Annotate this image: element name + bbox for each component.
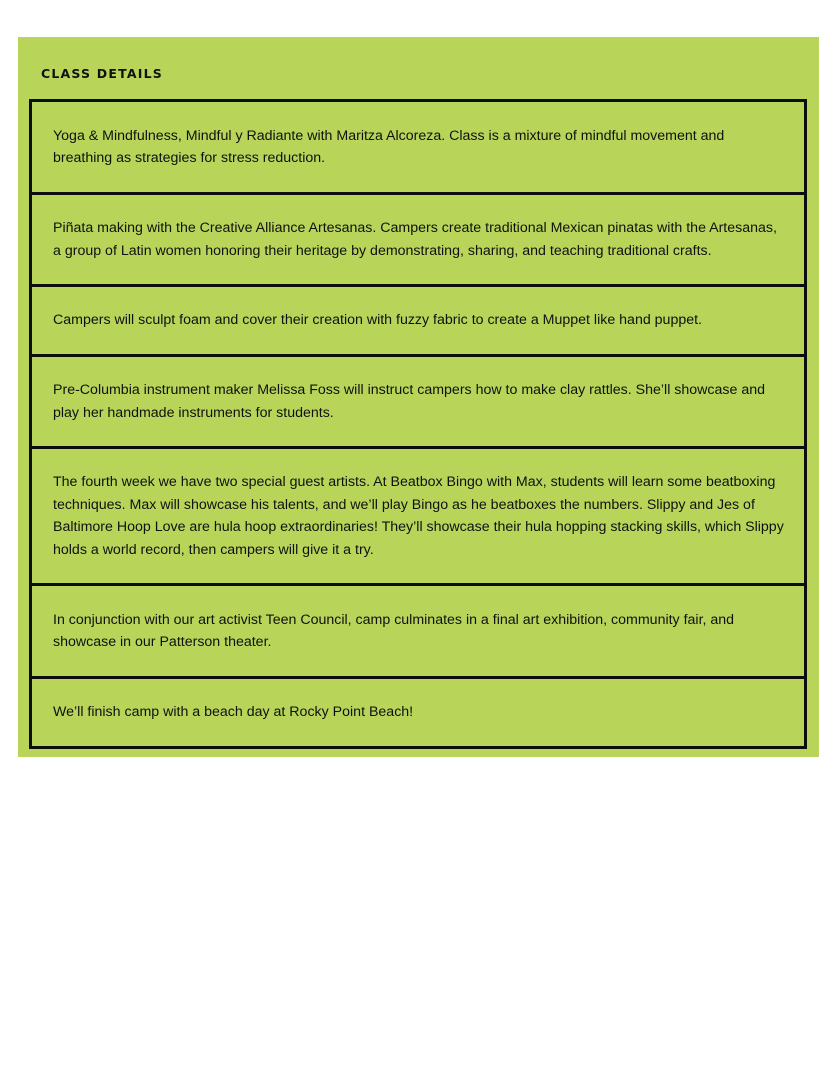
class-details-panel	[18, 37, 819, 757]
section-title: CLASS DETAILS	[41, 66, 163, 81]
class-row-beach-day	[32, 679, 804, 749]
class-description: The fourth week we have two special guest artists. At Beatbox Bingo with Max, students will learn some beatboxing techniques. Max will showcase his talents, and we’ll play Bingo as he beatboxes the numbers. Slippy and Jes of Baltimore Hoop Love are hula hoop extraordinaries! They’ll showcase their hula hopping stacking skills, which Slippy holds a world record, then campers will give it a try.	[53, 474, 784, 558]
class-row-instruments	[32, 357, 804, 449]
class-description: Yoga & Mindfulness, Mindful y Radiante with Maritza Alcoreza. Class is a mixture of mindful movement and breathing as strategies for stress reduction.	[53, 127, 725, 166]
class-row-puppet	[32, 287, 804, 357]
class-row-exhibition	[32, 586, 804, 679]
class-description: In conjunction with our art activist Teen Council, camp culminates in a final art exhibition, community fair, and showcase in our Patterson theater.	[53, 611, 735, 650]
class-row-yoga	[32, 102, 804, 195]
class-description: Campers will sculpt foam and cover their creation with fuzzy fabric to create a Muppet like hand puppet.	[53, 312, 703, 329]
class-row-pinata	[32, 195, 804, 287]
class-row-guest-artists	[32, 449, 804, 586]
class-description: Piñata making with the Creative Alliance Artesanas. Campers create traditional Mexican pinatas with the Artesanas, a group of Latin women honoring their heritage by demonstrating, sharing, and teaching traditional crafts.	[53, 220, 777, 259]
class-details-table	[29, 99, 807, 749]
class-description: We’ll finish camp with a beach day at Rocky Point Beach!	[53, 704, 414, 721]
class-description: Pre-Columbia instrument maker Melissa Foss will instruct campers how to make clay rattles. She’ll showcase and play her handmade instruments for students.	[53, 382, 765, 421]
